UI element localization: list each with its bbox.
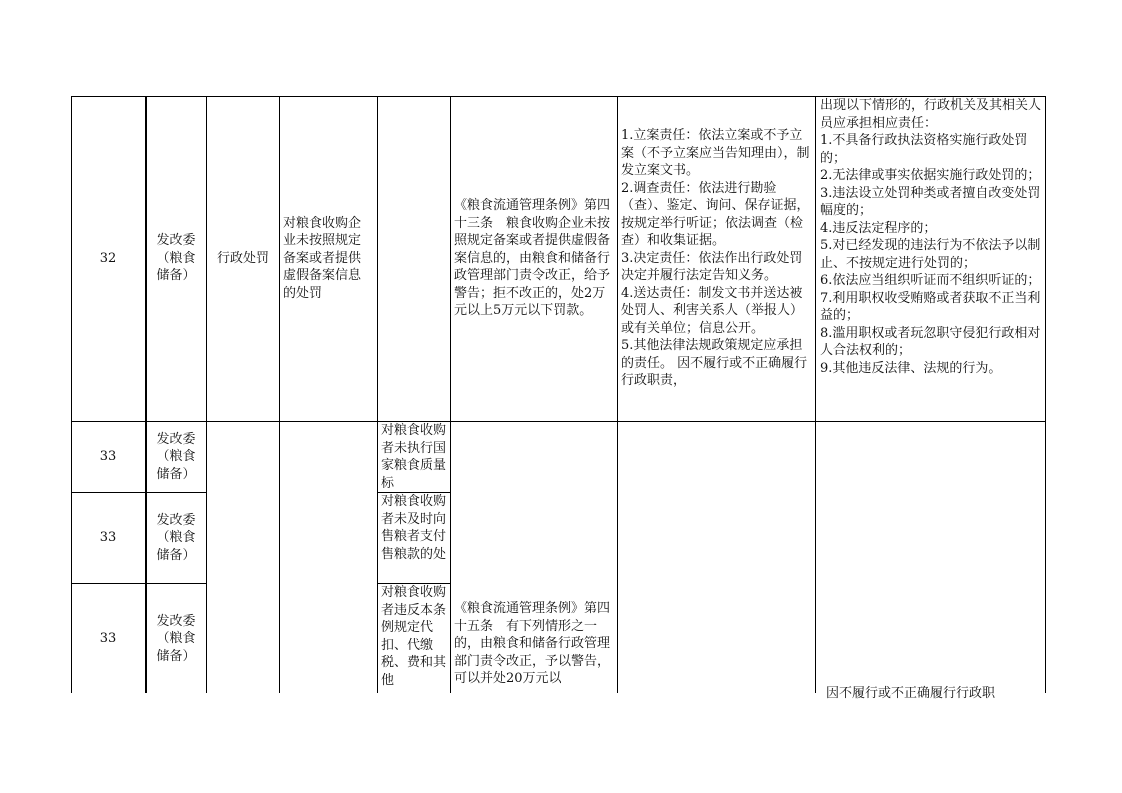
grid-hline	[377, 492, 451, 493]
row-32-category: 行政处罚	[216, 250, 269, 266]
grid-vline	[279, 96, 280, 693]
row-33b-number: 33	[99, 530, 117, 546]
row-32-responsibility: 1.立案责任：依法立案或不予立案（不予立案应当告知理由），制发立案文书。 2.调查责任：依法进行勘验（查）、鉴定、询问、保存证据，按规定举行听证；依法调查（检查）和收集证据。 3.决定责任：依法作出行政处罚决定并履行法定告知义务。 4.送达责任：制发文书并送达被处罚人、利害关系人（举报人）或有关单位；信息公开。 5.其他法律法规政策规定应承担的责任。 因不履行或不正确履行行政职责，	[621, 128, 810, 389]
grid-vline	[71, 96, 72, 693]
row-33a-sub-item: 对粮食收购者未执行国家粮食质量标	[381, 423, 447, 491]
row-33a-department: 发改委 （粮食 储备）	[156, 431, 196, 482]
row-32-accountability: 出现以下情形的，行政机关及其相关人员应承担相应责任： 1.不具备行政执法资格实施行政处罚的； 2.无法律或事实依据实施行政处罚的； 3.违法设立处罚种类或者擅自改变处罚幅度的； 4.违反法定程序的； 5.对已经发现的违法行为不依法予以制止、不按规定进行处罚的； 6.依法应当组织听证而不组织听证的； 7.利用职权收受贿赂或者获取不正当利益的； 8.滥用职权或者玩忽职守侵犯行政相对人合法权利的； 9.其他违反法律、法规的行为。	[820, 98, 1042, 376]
group-33-legal-basis: 《粮食流通管理条例》第四十五条 有下列情形之一的，由粮食和储备行政管理部门责令改正，予以警告，可以并处20万元以	[454, 601, 611, 686]
row-32-number: 32	[99, 250, 117, 266]
row-33b-sub-item: 对粮食收购者未及时向售粮者支付售粮款的处	[381, 494, 447, 562]
grid-vline	[377, 96, 378, 693]
group-33-accountability: 因不履行或不正确履行行政职	[826, 686, 996, 701]
row-32-sub-item	[378, 96, 450, 421]
row-32-department: 发改委 （粮食 储备）	[156, 233, 196, 284]
row-33b-department: 发改委 （粮食 储备）	[156, 512, 196, 563]
grid-vline	[815, 96, 816, 693]
grid-hline	[71, 583, 207, 584]
grid-vline	[1045, 96, 1046, 422]
data-table	[71, 96, 1046, 701]
row-32-legal-basis: 《粮食流通管理条例》第四十三条 粮食收购企业未按照规定备案或者提供虚假备案信息的，由粮食和储备行政管理部门责令改正，给予警告；拒不改正的，处2万元以上5万元以下罚款。	[454, 198, 611, 319]
row-32-item: 对粮食收购企业未按照规定备案或者提供虚假备案信息的处罚	[283, 215, 362, 301]
grid-vline	[450, 96, 451, 693]
grid-vline	[146, 96, 147, 693]
grid-hline	[377, 583, 451, 584]
grid-vline	[1045, 422, 1046, 693]
row-33c-department: 发改委 （粮食 储备）	[156, 613, 196, 664]
row-33c-sub-item: 对粮食收购者违反本条例规定代扣、代缴税、费和其他	[381, 585, 447, 688]
row-33a-number: 33	[99, 449, 117, 465]
grid-hline	[71, 421, 1046, 422]
grid-vline	[617, 96, 618, 693]
row-33c-number: 33	[99, 631, 117, 647]
grid-vline	[206, 96, 207, 693]
grid-hline	[71, 96, 1046, 97]
grid-hline	[71, 492, 207, 493]
